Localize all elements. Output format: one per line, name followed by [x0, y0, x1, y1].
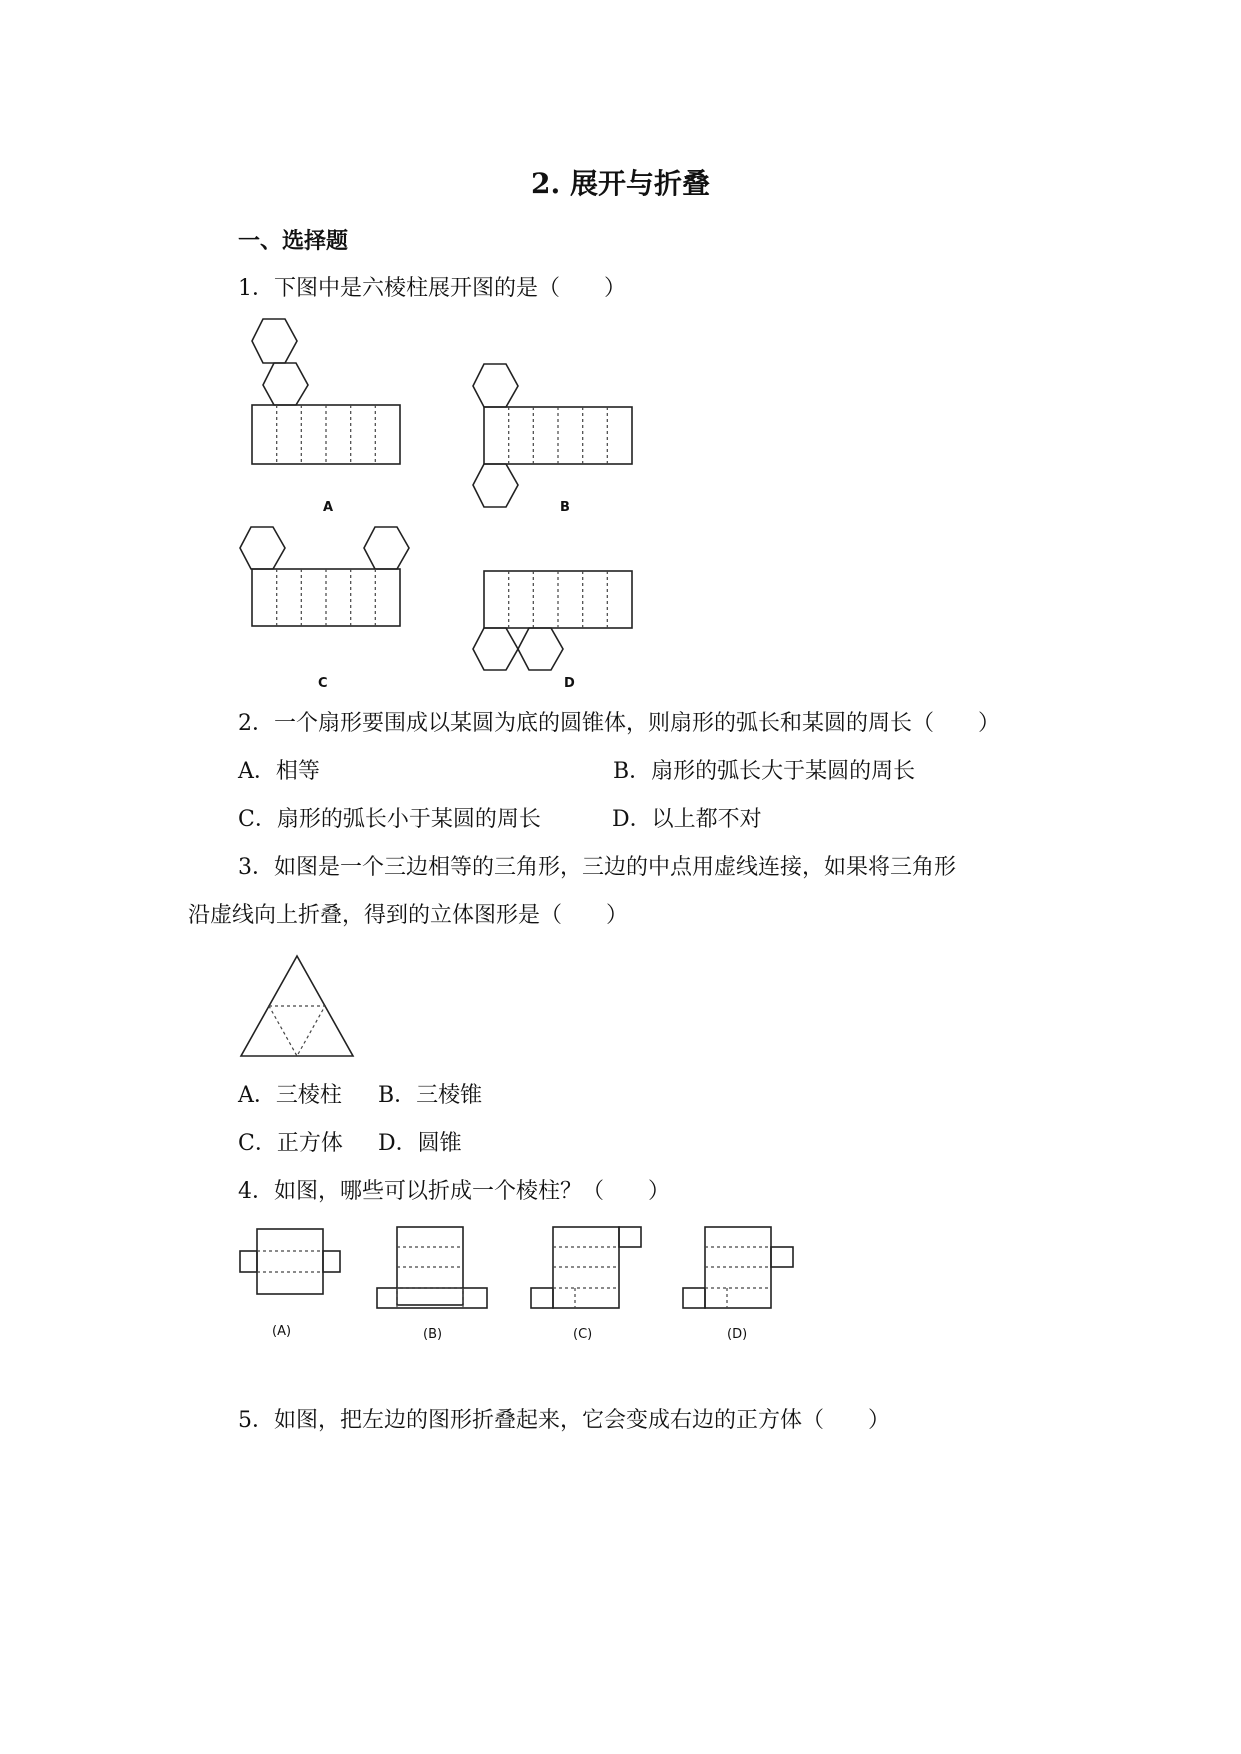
figure-label-d: D: [564, 676, 575, 691]
question-2-option-a: A．相等: [238, 759, 320, 784]
prism-net-c: [531, 1227, 641, 1308]
question-3-text-line-2: 沿虚线向上折叠，得到的立体图形是（ ）: [188, 903, 629, 928]
question-2-option-d: D．以上都不对: [612, 807, 762, 832]
question-3-option-a: A．三棱柱: [238, 1083, 342, 1108]
question-4-text: 4．如图，哪些可以折成一个棱柱？（ ）: [238, 1179, 670, 1204]
question-2-option-b: B．扇形的弧长大于某圆的周长: [613, 759, 916, 784]
figure-label-c: C: [318, 676, 328, 691]
prism-label-a: (A): [272, 1324, 292, 1339]
figure-label-a: A: [323, 500, 334, 515]
question-3-option-c: C．正方体: [238, 1131, 343, 1156]
question-3-option-b: B．三棱锥: [378, 1083, 483, 1108]
question-3-option-d: D．圆锥: [378, 1131, 462, 1156]
prism-net-a: [240, 1229, 340, 1294]
page-title: 2. 展开与折叠: [531, 167, 710, 200]
prism-net-d: [683, 1227, 793, 1308]
prism-label-b: (B): [423, 1327, 443, 1342]
question-5-text: 5．如图，把左边的图形折叠起来，它会变成右边的正方体（ ）: [238, 1408, 890, 1433]
section-heading: 一、选择题: [238, 228, 349, 254]
question-1-text: 1．下图中是六棱柱展开图的是（ ）: [238, 276, 626, 301]
question-2-text: 2．一个扇形要围成以某圆为底的圆锥体，则扇形的弧长和某圆的周长（ ）: [238, 711, 1000, 736]
prism-net-b: [377, 1227, 487, 1308]
prism-label-c: (C): [573, 1327, 593, 1342]
question-3-text-line-1: 3．如图是一个三边相等的三角形，三边的中点用虚线连接，如果将三角形: [238, 855, 956, 880]
prism-label-d: (D): [727, 1327, 748, 1342]
figure-label-b: B: [560, 500, 570, 515]
question-2-option-c: C．扇形的弧长小于某圆的周长: [238, 807, 541, 832]
